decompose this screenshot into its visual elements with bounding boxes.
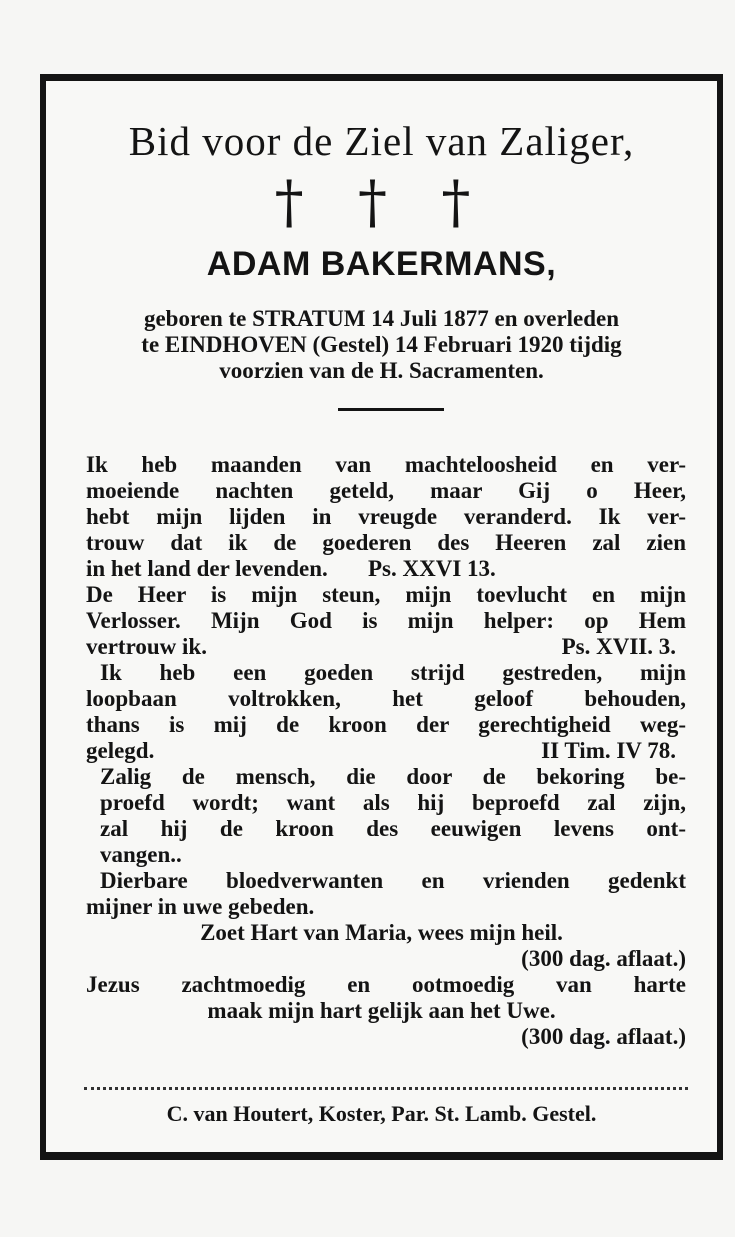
verse-line: loopbaan voltrokken, het geloof behouden, [86, 686, 686, 711]
deceased-name: ADAM BAKERMANS, [206, 245, 557, 283]
bio-line-birth: geboren te STRATUM 14 Juli 1877 en overleden [143, 306, 620, 331]
verse-line-reference: in het land der levenden. Ps. XXVI 13. [86, 556, 496, 581]
verse-reference: Ps. XVII. 3. [561, 634, 676, 659]
three-crosses-icon: † † † [274, 168, 489, 236]
verse-line: gelegd. [86, 738, 155, 763]
memorial-card [40, 74, 723, 1160]
dotted-separator [84, 1087, 688, 1090]
verse-line: thans is mij de kroon der gerechtigheid weg- [86, 712, 686, 737]
separator-rule [338, 408, 444, 411]
verse-line: Ik heb maanden van machteloosheid en ver- [86, 452, 686, 477]
verse-line: Zalig de mensch, die door de bekoring be- [100, 764, 686, 789]
verse-line: proefd wordt; want als hij beproefd zal zijn, [100, 790, 686, 815]
verse-line: Verlosser. Mijn God is mijn helper: op Hem [86, 608, 686, 633]
indulgence-note: (300 dag. aflaat.) [521, 946, 686, 971]
bio-line-sacraments: voorzien van de H. Sacramenten. [219, 358, 544, 383]
prayer-line: Zoet Hart van Maria, wees mijn heil. [200, 920, 563, 945]
verse-line: moeiende nachten geteld, maar Gij o Heer, [86, 478, 686, 503]
verse-line: vangen.. [100, 842, 182, 867]
verse-line: mijner in uwe gebeden. [86, 894, 315, 919]
printer-credit: C. van Houtert, Koster, Par. St. Lamb. Gestel. [166, 1101, 597, 1126]
verse-line: De Heer is mijn steun, mijn toevlucht en mijn [86, 582, 686, 607]
verse-line: Ik heb een goeden strijd gestreden, mijn [100, 660, 686, 685]
verse-line: zal hij de kroon des eeuwigen levens ont- [100, 816, 686, 841]
card-heading: Bid voor de Ziel van Zaliger, [128, 118, 635, 164]
verse-line: trouw dat ik de goederen des Heeren zal zien [86, 530, 686, 555]
prayer-line: maak mijn hart gelijk aan het Uwe. [207, 998, 556, 1023]
verse-line: Dierbare bloedverwanten en vrienden gedenkt [100, 868, 686, 893]
verse-reference: II Tim. IV 78. [541, 738, 676, 763]
indulgence-note: (300 dag. aflaat.) [521, 1024, 686, 1049]
prayer-line: Jezus zachtmoedig en ootmoedig van harte [86, 972, 686, 997]
bio-line-death: te EINDHOVEN (Gestel) 14 Februari 1920 tijdig [141, 332, 622, 357]
verse-line: vertrouw ik. [86, 634, 207, 659]
verse-line: hebt mijn lijden in vreugde veranderd. Ik ver- [86, 504, 686, 529]
